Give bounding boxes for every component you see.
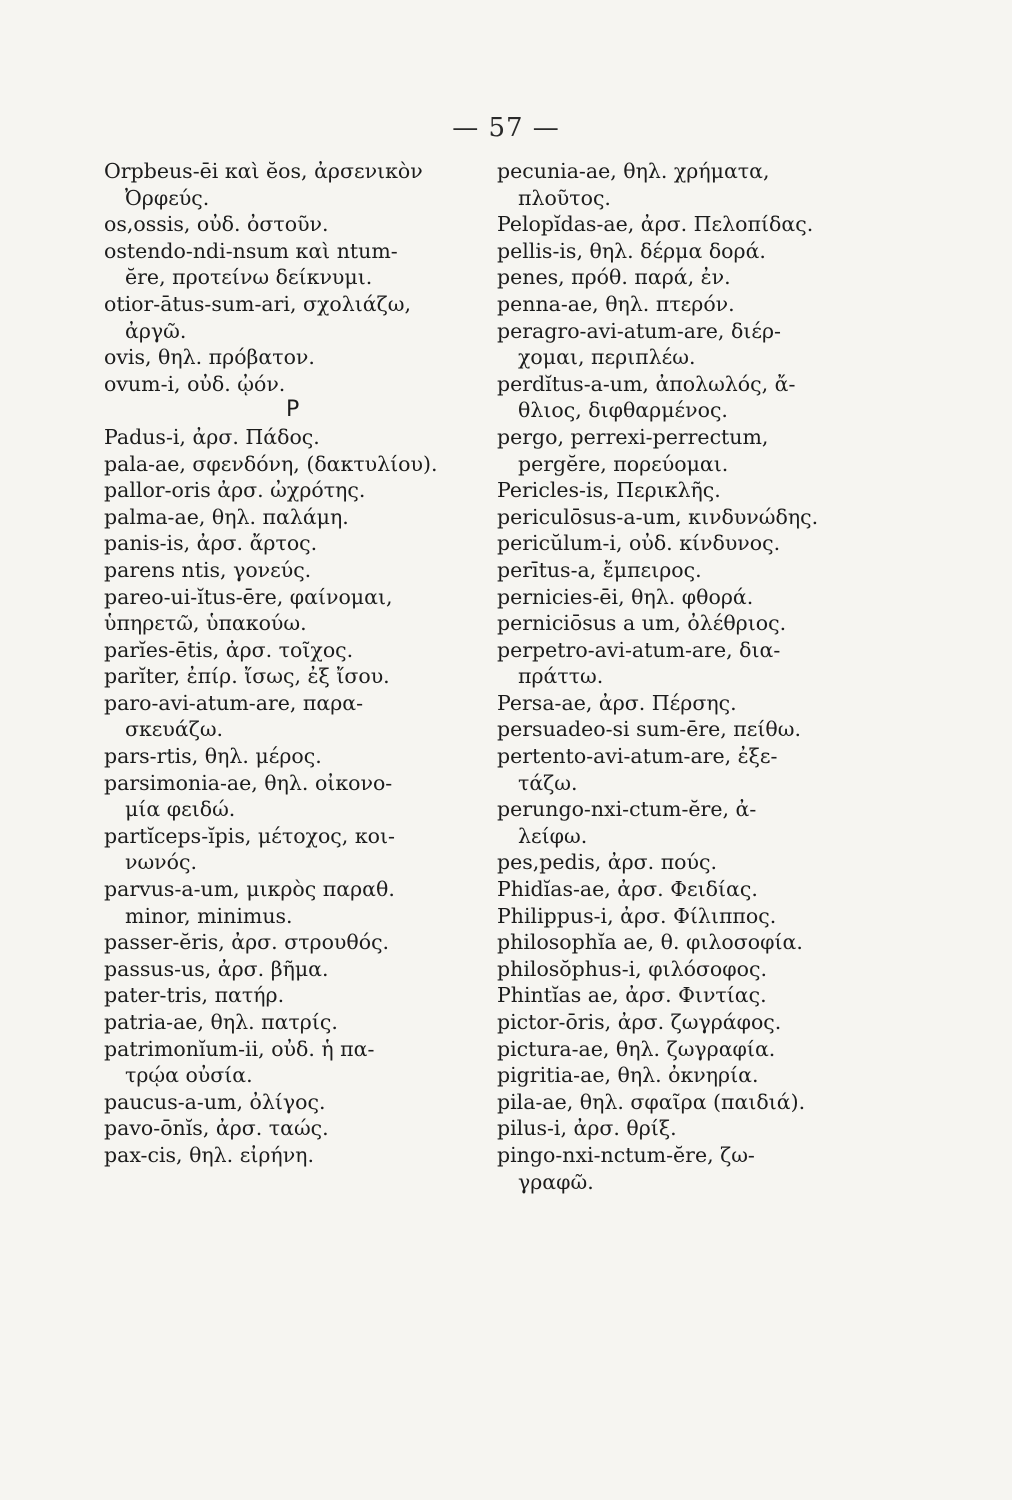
dictionary-line: perītus-a, ἔμπειρος.	[497, 557, 702, 582]
dictionary-line: passer-ĕris, ἀρσ. στρουθός.	[104, 930, 390, 955]
dictionary-line: otior-ātus-sum-ari, σχολιάζω,	[104, 291, 411, 316]
dictionary-line: σκευάζω.	[125, 717, 224, 742]
dictionary-line: Ὀρφεύς.	[125, 185, 210, 210]
dictionary-line: τάζω.	[518, 770, 578, 795]
left-column	[104, 158, 499, 1169]
dictionary-line: paucus-a-um, ὀλίγος.	[104, 1089, 326, 1114]
dictionary-line: χομαι, περιπλέω.	[518, 345, 696, 370]
dictionary-line: pingo-nxi-nctum-ĕre, ζω-	[497, 1142, 755, 1167]
dictionary-line: θλιος, διφθαρμένος.	[518, 398, 728, 423]
dictionary-line: pertento-avi-atum-are, ἐξε-	[497, 744, 778, 769]
dictionary-line: pilus-i, ἀρσ. θρίξ.	[497, 1116, 677, 1141]
dictionary-line: perpetro-avi-atum-are, δια-	[497, 637, 781, 662]
dictionary-line: Orpbeus-ēi καὶ ĕos, ἀρσενικὸν	[104, 159, 423, 183]
dictionary-line: periculōsus-a-um, κινδυνώδης.	[497, 504, 819, 529]
dictionary-line: parsimonia-ae, θηλ. οἰκονο-	[104, 770, 393, 795]
dictionary-line: parens ntis, γονεύς.	[104, 557, 312, 582]
dictionary-line: pernicies-ēi, θηλ. φθορά.	[497, 584, 754, 609]
dictionary-line: os,ossis, οὐδ. ὀστοῦν.	[104, 212, 329, 237]
dictionary-line: parvus-a-um, μικρὸς παραθ.	[104, 877, 395, 902]
dictionary-line: νωνός.	[125, 850, 197, 875]
page-number: — 57 —	[452, 113, 560, 143]
dictionary-line: Persa-ae, ἀρσ. Πέρσης.	[497, 690, 737, 715]
dictionary-line: Phintĭas ae, ἀρσ. Φιντίας.	[497, 983, 767, 1008]
dictionary-line: pictura-ae, θηλ. ζωγραφία.	[497, 1036, 776, 1061]
dictionary-line: patria-ae, θηλ. πατρίς.	[104, 1010, 338, 1034]
dictionary-line: γραφῶ.	[518, 1169, 594, 1194]
dictionary-line: pila-ae, θηλ. σφαῖρα (παιδιά).	[497, 1089, 806, 1114]
dictionary-line: peragro-avi-atum-are, διέρ-	[497, 318, 781, 343]
dictionary-line: ὑπηρετῶ, ὑπακούω.	[104, 611, 307, 636]
dictionary-line: patrimonĭum-ii, οὐδ. ἡ πα-	[104, 1036, 375, 1061]
dictionary-line: penna-ae, θηλ. πτερόν.	[497, 291, 735, 316]
dictionary-line: parĭes-ētis, ἀρσ. τοῖχος.	[104, 637, 354, 662]
dictionary-line: persuadeo-si sum-ēre, πείθω.	[497, 717, 802, 742]
dictionary-line: philosophĭa ae, θ. φιλοσοφία.	[497, 930, 803, 955]
dictionary-line: pergo, perrexi-perrectum,	[497, 424, 769, 449]
dictionary-line: ovum-i, οὐδ. ᾠόν.	[104, 371, 286, 396]
dictionary-line: πράττω.	[518, 664, 604, 689]
right-column	[497, 158, 892, 1195]
dictionary-line: pallor-oris ἀρσ. ὠχρότης.	[104, 478, 366, 503]
dictionary-line: pigritia-ae, θηλ. ὀκνηρία.	[497, 1063, 759, 1088]
dictionary-line: Philippus-i, ἀρσ. Φίλιππος.	[497, 903, 777, 928]
dictionary-line: μία φειδώ.	[125, 797, 236, 822]
dictionary-line: pavo-ōnĭs, ἀρσ. ταώς.	[104, 1116, 329, 1141]
section-heading: P	[286, 397, 300, 423]
dictionary-line: pergĕre, πορεύομαι.	[518, 451, 729, 476]
dictionary-line: pellis-is, θηλ. δέρμα δορά.	[497, 238, 766, 263]
dictionary-line: Padus-i, ἀρσ. Πάδος.	[104, 424, 320, 449]
dictionary-line: pax-cis, θηλ. εἰρήνη.	[104, 1142, 314, 1167]
dictionary-line: palma-ae, θηλ. παλάμη.	[104, 504, 349, 529]
dictionary-line: pater-tris, πατήρ.	[104, 983, 285, 1008]
dictionary-line: ostendo-ndi-nsum καὶ ntum-	[104, 238, 398, 263]
dictionary-line: Phidĭas-ae, ἀρσ. Φειδίας.	[497, 877, 758, 902]
dictionary-line: pareo-ui-ĭtus-ēre, φαίνομαι,	[104, 584, 393, 609]
dictionary-line: pes,pedis, ἀρσ. πούς.	[497, 850, 717, 875]
dictionary-line: pictor-ōris, ἀρσ. ζωγράφος.	[497, 1010, 782, 1034]
dictionary-line: Pericles-is, Περικλῆς.	[497, 478, 721, 503]
dictionary-line: paro-avi-atum-are, παρα-	[104, 690, 364, 715]
dictionary-line: pericŭlum-i, οὐδ. κίνδυνος.	[497, 531, 781, 556]
dictionary-line: λείφω.	[518, 823, 588, 848]
dictionary-line: penes, πρόθ. παρά, ἐν.	[497, 265, 731, 290]
dictionary-line: τρῴα οὐσία.	[125, 1063, 253, 1088]
dictionary-line: Pelopĭdas-ae, ἀρσ. Πελοπίδας.	[497, 212, 814, 237]
dictionary-line: πλοῦτος.	[518, 185, 611, 210]
dictionary-line: passus-us, ἀρσ. βῆμα.	[104, 956, 329, 981]
dictionary-line: ovis, θηλ. πρόβατον.	[104, 345, 315, 370]
dictionary-line: pecunia-ae, θηλ. χρήματα,	[497, 159, 770, 183]
dictionary-line: pala-ae, σφενδόνη, (δακτυλίου).	[104, 451, 438, 476]
dictionary-line: ἀργῶ.	[125, 318, 187, 343]
dictionary-line: pars-rtis, θηλ. μέρος.	[104, 744, 322, 769]
dictionary-line: ĕre, προτείνω δείκνυμι.	[125, 265, 373, 290]
dictionary-line: minor, minimus.	[125, 903, 293, 928]
dictionary-line: perungo-nxi-ctum-ĕre, ἀ-	[497, 797, 757, 822]
dictionary-line: parĭter, ἐπίρ. ἴσως, ἐξ ἴσου.	[104, 664, 390, 689]
dictionary-line: philosŏphus-i, φιλόσοφος.	[497, 956, 767, 981]
dictionary-line: perdĭtus-a-um, ἀπολωλός, ἄ-	[497, 371, 796, 396]
dictionary-line: perniciōsus a um, ὀλέθριος.	[497, 611, 787, 636]
dictionary-line: panis-is, ἀρσ. ἄρτος.	[104, 531, 318, 556]
dictionary-line: partĭceps-ĭpis, μέτοχος, κοι-	[104, 823, 395, 848]
